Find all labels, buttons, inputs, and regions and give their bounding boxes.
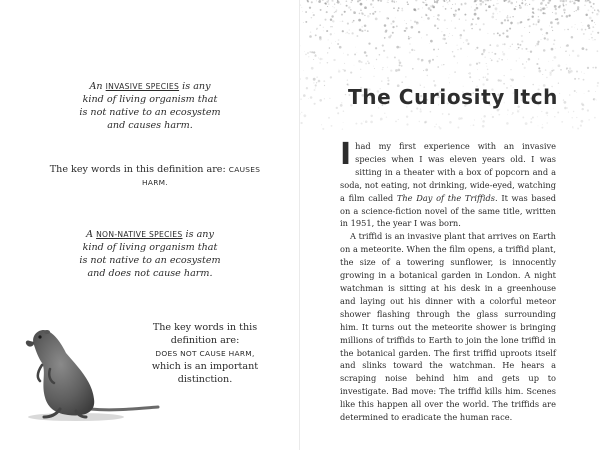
speckle-texture xyxy=(300,0,600,130)
keywords-note-1 xyxy=(40,163,270,189)
definition-text: is any kind of living organism that is not native to an ecosystem and causes harm. xyxy=(79,81,221,131)
keywords-lead: The key words in this definition are: xyxy=(49,164,226,175)
keywords-words: CAUSES HARM. xyxy=(142,165,261,187)
definition-non-native-species xyxy=(78,228,222,280)
keywords-tail: which is an important distinction. xyxy=(151,361,259,385)
drop-cap: I xyxy=(340,137,352,172)
definition-text: is any kind of living organism that is not native to an ecosystem and does not cause harm. xyxy=(79,229,221,279)
rodent-illustration-icon xyxy=(20,323,162,423)
chapter-body xyxy=(340,137,557,424)
paragraph-2: A triffid is an invasive plant that arrives on Earth on a meteorite. When the film opens, a triffid plant, the size of a towering sunflower, is innocently growing in a botanical garden in London. A night watchman is sitting at his desk in a greenhouse and laying out his dinner with a colorful meteor shower flashing through the glass surrounding him. It turns out the meteorite shower is bringing millions of triffids to Earth to join the lone triffid in the botanical garden. The first triffid uproots itself and slinks toward the watchman. He hears a scraping noise behind him and gets up to investigate. Bad move: The triffid kills him. Scenes like this happen all over the world. The triffids are determined to eradicate the human race. xyxy=(340,231,556,423)
definition-invasive-species xyxy=(78,80,222,132)
definition-term: INVASIVE SPECIES xyxy=(105,82,180,91)
film-title: The Day of the Triffids. xyxy=(396,192,498,203)
paragraph-1 xyxy=(340,137,557,230)
chapter-title: The Curiosity Itch xyxy=(348,85,558,109)
paragraph-1-text-a: had my first experience with an invasive species when I was eleven years old. I was sitting in a theater with a box of popcorn and a soda, not eating, not drinking, wide-eyed, watching a film called xyxy=(340,141,556,203)
definition-prefix: An xyxy=(89,81,103,92)
definition-term: NON-NATIVE SPECIES xyxy=(96,230,183,239)
definition-prefix: A xyxy=(86,229,94,240)
keywords-lead: The key words in this definition are: xyxy=(152,322,258,346)
paragraph-1-text-b: It was based on a science-fiction novel of the same title, written in 1951, the year I was born. xyxy=(340,192,557,229)
keywords-words: DOES NOT CAUSE HARM, xyxy=(155,349,255,358)
